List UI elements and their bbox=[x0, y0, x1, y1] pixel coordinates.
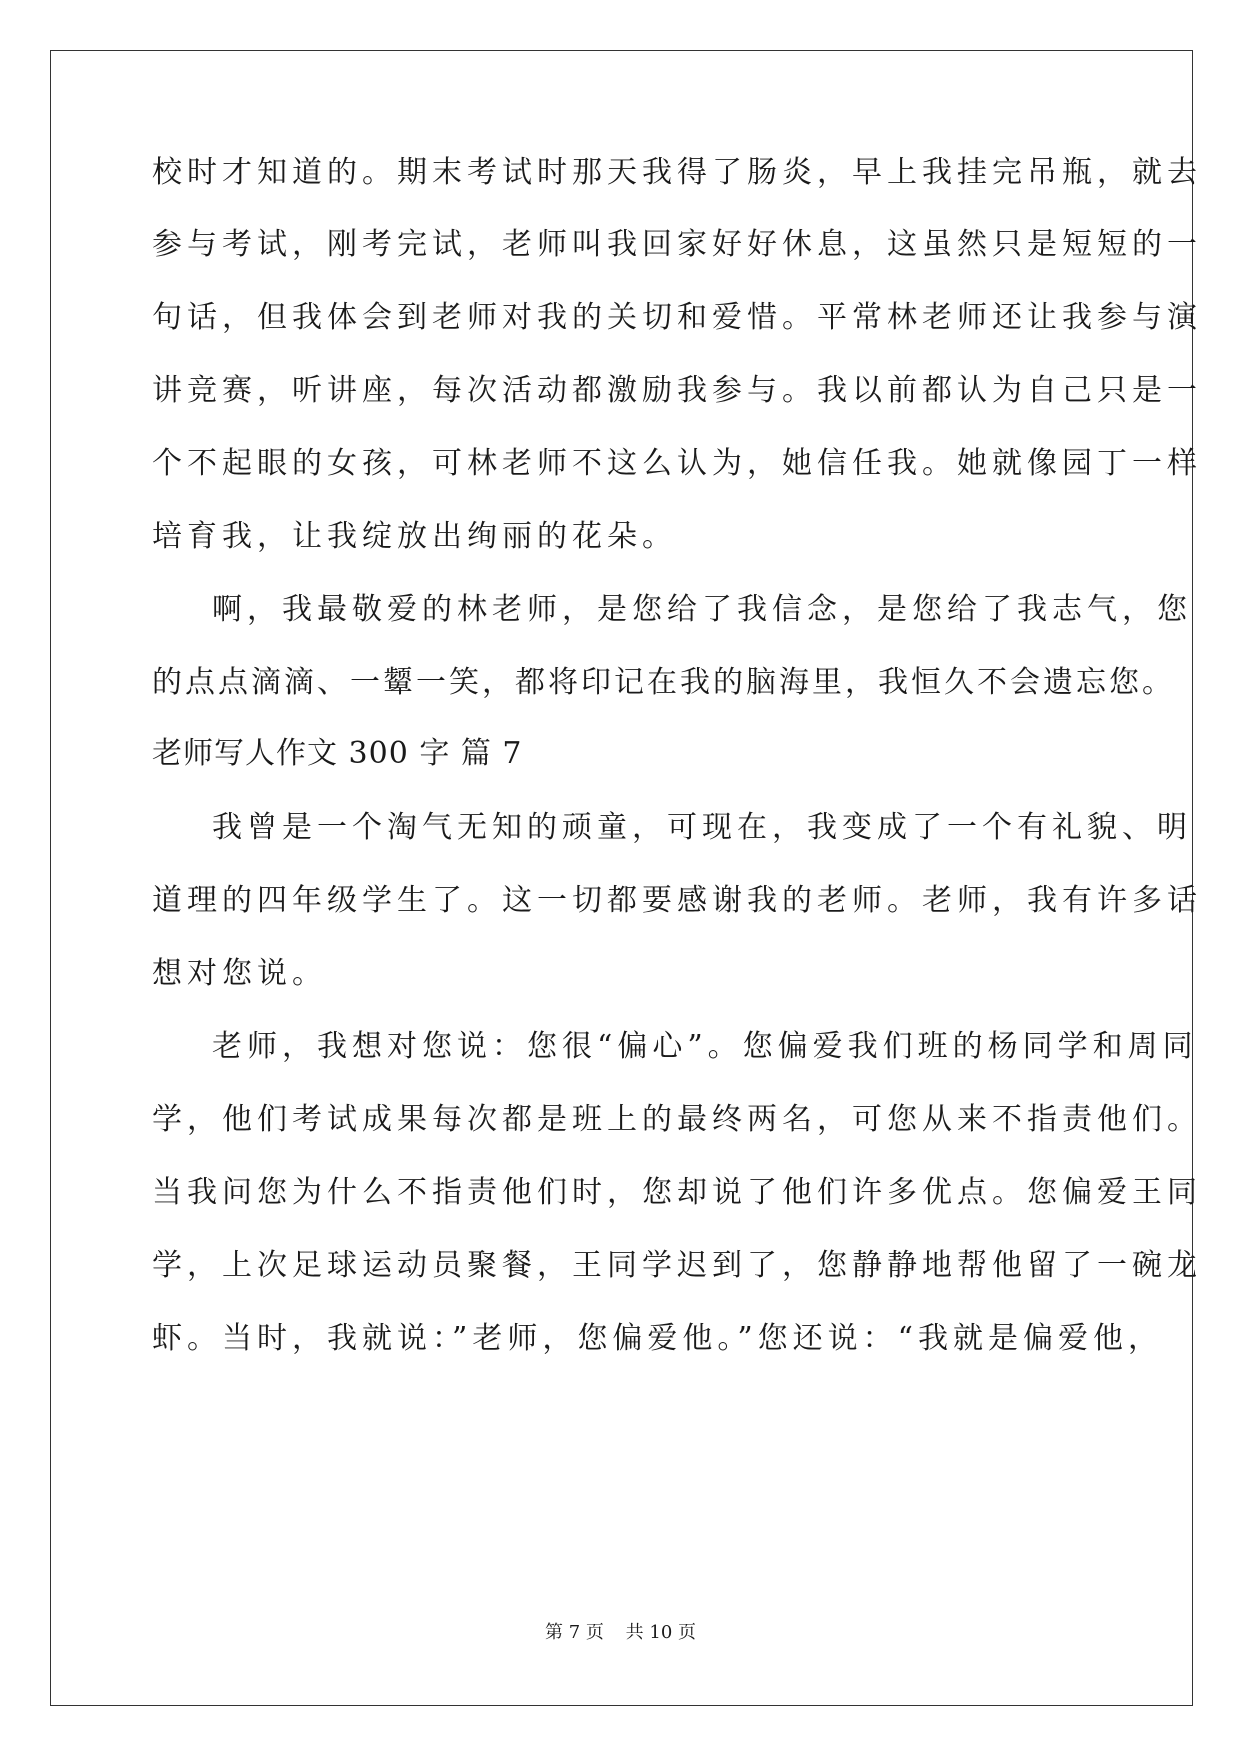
text-line: 句话，但我体会到老师对我的关切和爱惜。平常林老师还让我参与演 bbox=[152, 300, 1202, 335]
section-heading: 老师写人作文 300 字 篇 7 bbox=[152, 736, 523, 771]
page-footer bbox=[0, 1621, 1241, 1645]
text-line: 培育我，让我绽放出绚丽的花朵。 bbox=[152, 519, 677, 554]
page-total: 共 10 页 bbox=[625, 1622, 696, 1643]
text-line: 校时才知道的。期末考试时那天我得了肠炎，早上我挂完吊瓶，就去 bbox=[152, 155, 1202, 190]
text-line: 想对您说。 bbox=[152, 956, 327, 991]
text-line: 个不起眼的女孩，可林老师不这么认为，她信任我。她就像园丁一样 bbox=[152, 446, 1202, 481]
page-number: 第 7 页 bbox=[545, 1622, 604, 1643]
text-line: 讲竞赛，听讲座，每次活动都激励我参与。我以前都认为自己只是一 bbox=[152, 373, 1202, 408]
text-line: 当我问您为什么不指责他们时，您却说了他们许多优点。您偏爱王同 bbox=[152, 1175, 1202, 1210]
text-line: 道理的四年级学生了。这一切都要感谢我的老师。老师，我有许多话 bbox=[152, 883, 1202, 918]
text-line: 参与考试，刚考完试，老师叫我回家好好休息，这虽然只是短短的一 bbox=[152, 227, 1202, 262]
text-line: 学，上次足球运动员聚餐，王同学迟到了，您静静地帮他留了一碗龙 bbox=[152, 1248, 1202, 1283]
paragraph-first-line: 啊，我最敬爱的林老师，是您给了我信念，是您给了我志气，您 bbox=[212, 592, 1192, 627]
text-line: 虾。当时，我就说：”老师，您偏爱他。”您还说：“我就是偏爱他， bbox=[152, 1321, 1164, 1356]
paragraph-first-line: 我曾是一个淘气无知的顽童，可现在，我变成了一个有礼貌、明 bbox=[212, 810, 1192, 845]
paragraph-first-line: 老师，我想对您说：您很“偏心”。您偏爱我们班的杨同学和周同 bbox=[212, 1029, 1198, 1064]
text-line: 学，他们考试成果每次都是班上的最终两名，可您从来不指责他们。 bbox=[152, 1102, 1202, 1137]
text-line: 的点点滴滴、一颦一笑，都将印记在我的脑海里，我恒久不会遗忘您。 bbox=[152, 665, 1175, 700]
